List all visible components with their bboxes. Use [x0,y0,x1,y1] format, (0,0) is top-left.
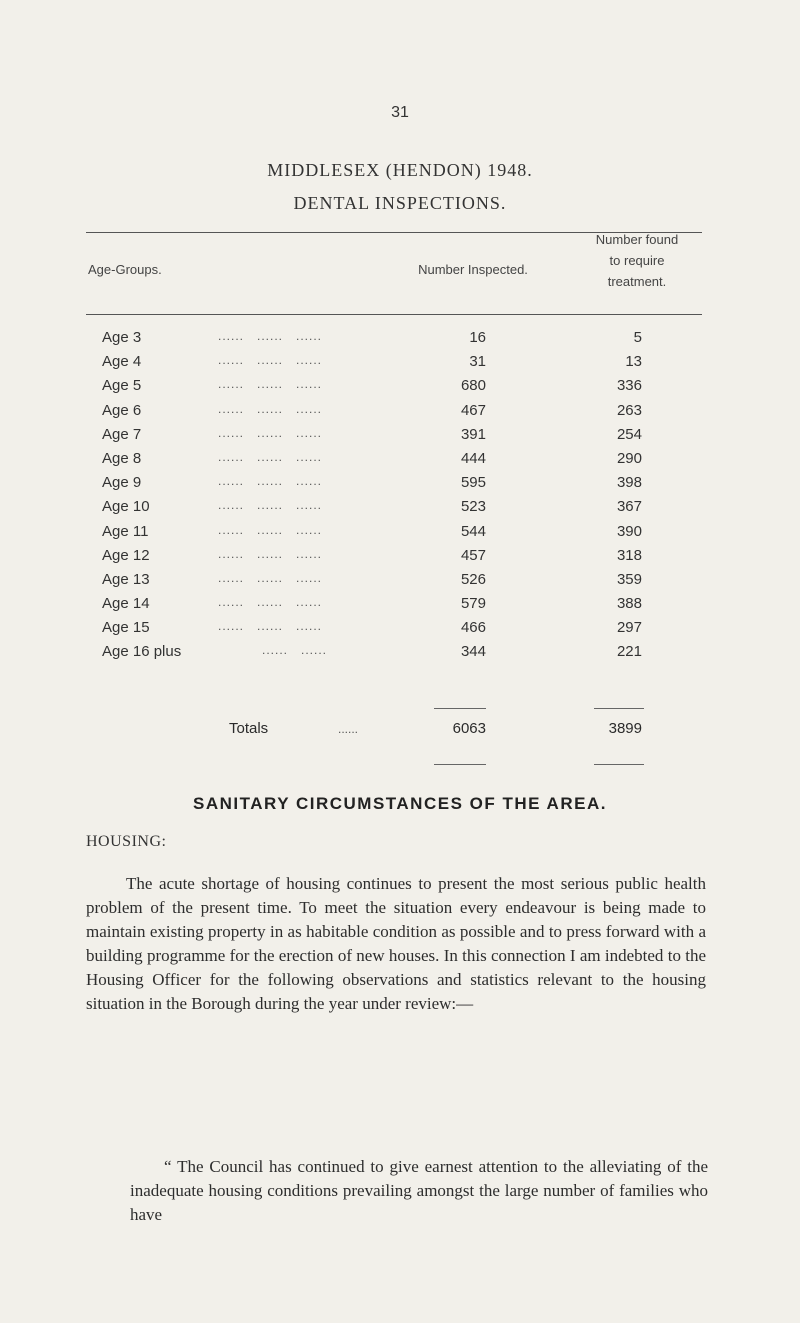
number-treatment-cell: 221 [616,643,642,661]
number-treatment-cell: 318 [616,546,642,564]
table-row [0,426,800,450]
table-row [0,450,800,474]
column-header-number-treatment [560,229,714,292]
table-row [0,402,800,426]
housing-paragraph: The acute shortage of housing continues to present the most serious public health problem of the present time. To meet the situation every endeavour is being made to maintain existing property in as habitable condition as possible and to press forward with a building programme for the erection of new houses. In this connection I am indebted to the Housing Officer for the following observations and statistics relevant to the housing situation in the Borough during the year under review:— [86,874,706,1013]
table-row [0,498,800,522]
number-treatment-cell: 367 [616,498,642,516]
leader-dots: ...... ...... ...... [218,425,323,440]
number-inspected-cell: 31 [469,353,486,371]
totals-treatment: 3899 [608,720,642,737]
table-row [0,619,800,643]
leader-dots: ...... ...... ...... [218,546,323,561]
number-treatment-cell: 336 [616,377,642,395]
leader-dots: ...... ...... ...... [218,570,323,585]
number-treatment-cell: 263 [616,401,642,419]
number-treatment-cell: 359 [616,570,642,588]
age-group-label: Age 6 [102,401,142,419]
column-header-number-inspected: Number Inspected. [418,262,528,277]
totals-label: Totals [229,720,269,737]
number-inspected-cell: 544 [460,522,486,540]
column-header-treatment-line-1: Number found [595,232,679,247]
number-treatment-cell: 398 [616,474,642,492]
section-heading: SANITARY CIRCUMSTANCES OF THE AREA. [193,794,607,813]
table-row [0,643,800,667]
column-header-treatment-line-2: to require [609,253,665,268]
totals-dots: ...... [338,722,359,736]
age-group-label: Age 12 [102,546,150,564]
column-header-age-groups: Age-Groups. [88,262,162,277]
page-number: 31 [391,104,409,121]
document-subtitle: DENTAL INSPECTIONS. [293,193,507,213]
number-inspected-cell: 595 [460,474,486,492]
table-row [0,523,800,547]
leader-dots: ...... ...... ...... [218,401,323,416]
number-treatment-cell: 5 [633,329,642,346]
number-inspected-cell: 444 [460,449,486,467]
column-header-treatment-line-3: treatment. [607,274,667,289]
leader-dots: ...... ...... ...... [218,353,323,368]
leader-dots: ...... ...... ...... [218,474,323,489]
inspected-total-rule [434,764,486,765]
table-header-rule [86,314,702,315]
treatment-subtotal-rule [594,708,644,709]
number-treatment-cell: 13 [625,353,642,371]
age-group-label: Age 13 [102,570,150,588]
table-row [0,474,800,498]
table-row [0,595,800,619]
leader-dots: ...... ...... ...... [218,595,323,610]
leader-dots: ...... ...... ...... [218,522,323,537]
leader-dots: ...... ...... ...... [218,329,323,343]
age-group-label: Age 15 [102,619,150,637]
number-treatment-cell: 388 [616,595,642,613]
number-inspected-cell: 344 [460,643,486,661]
council-quote: “ The Council has continued to give earnest attention to the alleviating of the inadequate housing conditions prevailing amongst the large number of families who have [130,1157,708,1224]
age-group-label: Age 8 [102,449,142,467]
number-inspected-cell: 466 [460,619,486,637]
age-group-label: Age 14 [102,595,150,613]
leader-dots: ...... ...... [262,643,328,658]
leader-dots: ...... ...... ...... [218,619,323,634]
number-treatment-cell: 297 [616,619,642,637]
age-group-label: Age 5 [102,377,142,395]
number-inspected-cell: 680 [460,377,486,395]
age-group-label: Age 11 [102,522,149,540]
number-treatment-cell: 254 [616,425,642,443]
leader-dots: ...... ...... ...... [218,498,323,513]
number-inspected-cell: 526 [460,570,486,588]
number-inspected-cell: 391 [460,425,486,443]
number-inspected-cell: 457 [460,546,486,564]
age-group-label: Age 4 [102,353,142,371]
housing-heading: HOUSING: [86,833,167,850]
number-inspected-cell: 579 [460,595,486,613]
age-group-label: Age 9 [102,474,142,492]
number-inspected-cell: 16 [469,329,486,346]
treatment-total-rule [594,764,644,765]
age-group-label: Age 3 [102,329,142,346]
number-treatment-cell: 290 [616,449,642,467]
number-inspected-cell: 467 [460,401,486,419]
leader-dots: ...... ...... ...... [218,377,323,392]
table-row [0,353,800,377]
table-row [0,329,800,353]
totals-inspected: 6063 [452,720,486,737]
age-group-label: Age 10 [102,498,150,516]
table-row [0,571,800,595]
document-title: MIDDLESEX (HENDON) 1948. [267,160,533,180]
number-treatment-cell: 390 [616,522,642,540]
table-row [0,547,800,571]
number-inspected-cell: 523 [460,498,486,516]
table-body [0,329,800,668]
table-row [0,377,800,401]
inspected-subtotal-rule [434,708,486,709]
age-group-label: Age 16 plus [102,643,182,661]
age-group-label: Age 7 [102,425,142,443]
leader-dots: ...... ...... ...... [218,449,323,464]
